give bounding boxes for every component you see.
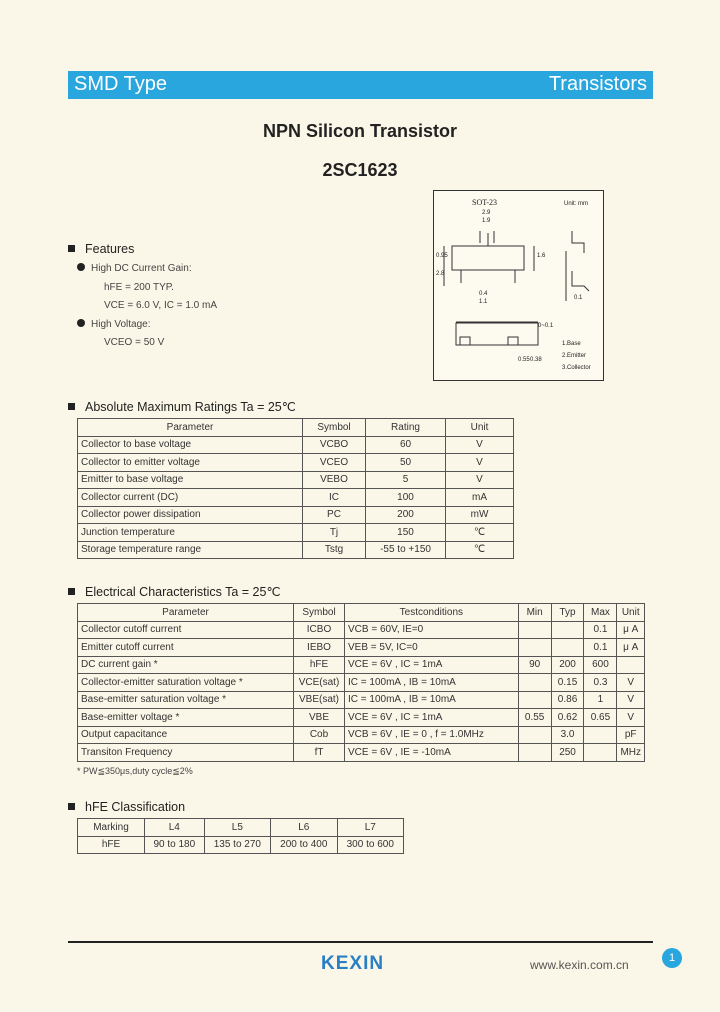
- table-row: [78, 656, 645, 674]
- cell: -55 to +150: [366, 541, 446, 559]
- column-header: Min: [518, 604, 551, 622]
- cell: 0.1: [584, 639, 617, 657]
- cell: L4: [145, 819, 205, 837]
- cell: V: [446, 454, 514, 472]
- header-category: SMD Type: [74, 73, 167, 95]
- dim-label: 1.1: [479, 299, 488, 305]
- cell: 250: [551, 744, 584, 762]
- cell: V: [617, 709, 645, 727]
- table-header-row: [78, 419, 514, 437]
- cell: Base-emitter voltage *: [78, 709, 294, 727]
- kexin-logo: KEXIN: [321, 953, 385, 974]
- square-bullet-icon: [68, 803, 75, 810]
- cell: Collector to emitter voltage: [78, 454, 303, 472]
- cell: [518, 744, 551, 762]
- square-bullet-icon: [68, 245, 75, 252]
- cell: Collector to base voltage: [78, 436, 303, 454]
- table-header-row: [78, 604, 645, 622]
- cell: mW: [446, 506, 514, 524]
- cell: Cob: [294, 726, 345, 744]
- pin-label: 2.Emitter: [562, 353, 587, 359]
- features-heading: Features: [68, 242, 134, 256]
- header-banner: [68, 71, 653, 99]
- cell: VCEO: [303, 454, 366, 472]
- cell: 150: [366, 524, 446, 542]
- cell: [551, 639, 584, 657]
- package-unit: Unit: mm: [564, 201, 588, 207]
- page-title: NPN Silicon Transistor: [262, 121, 458, 141]
- header-product-type: Transistors: [548, 73, 647, 95]
- dim-label: 0.1: [574, 295, 583, 301]
- cell: 60: [366, 436, 446, 454]
- page-number: 1: [662, 948, 682, 968]
- cell: 50: [366, 454, 446, 472]
- cell: mA: [446, 489, 514, 507]
- table-row: [78, 541, 514, 559]
- pin-label: 1.Base: [562, 341, 581, 347]
- table-row: [78, 506, 514, 524]
- cell: Base-emitter saturation voltage *: [78, 691, 294, 709]
- cell: 300 to 600: [337, 836, 403, 854]
- table-row: [78, 471, 514, 489]
- cell: [518, 639, 551, 657]
- cell: VEBO: [303, 471, 366, 489]
- table-row: [78, 639, 645, 657]
- abs-max-heading: Absolute Maximum Ratings Ta = 25℃: [68, 399, 296, 414]
- cell: L7: [337, 819, 403, 837]
- cell: 100: [366, 489, 446, 507]
- column-header: Unit: [617, 604, 645, 622]
- pin-label: 3.Collector: [562, 365, 591, 371]
- abs-max-table: [77, 418, 514, 559]
- column-header: Parameter: [78, 419, 303, 437]
- cell: V: [446, 471, 514, 489]
- cell: DC current gain *: [78, 656, 294, 674]
- square-bullet-icon: [68, 403, 75, 410]
- cell: [518, 691, 551, 709]
- cell: 3.0: [551, 726, 584, 744]
- cell: VBE: [294, 709, 345, 727]
- elec-char-table: [77, 603, 645, 762]
- cell: Tstg: [303, 541, 366, 559]
- elec-heading: Electrical Characteristics Ta = 25℃: [68, 584, 280, 599]
- cell: 0.65: [584, 709, 617, 727]
- table-row: [78, 836, 404, 854]
- cell: 0.86: [551, 691, 584, 709]
- cell: Storage temperature range: [78, 541, 303, 559]
- cell: Output capacitance: [78, 726, 294, 744]
- website-link[interactable]: www.kexin.com.cn: [530, 958, 629, 972]
- cell: 0.3: [584, 674, 617, 692]
- column-header: Testconditions: [344, 604, 518, 622]
- cell: VBE(sat): [294, 691, 345, 709]
- cell: Emitter to base voltage: [78, 471, 303, 489]
- dim-label: 0.95: [436, 253, 448, 259]
- cell: Collector cutoff current: [78, 621, 294, 639]
- cell: hFE: [78, 836, 145, 854]
- cell: V: [446, 436, 514, 454]
- table-row: [78, 489, 514, 507]
- cell: VCE(sat): [294, 674, 345, 692]
- cell: V: [617, 674, 645, 692]
- cell: VEB = 5V, IC=0: [344, 639, 518, 657]
- cell: L5: [204, 819, 270, 837]
- table-row: [78, 709, 645, 727]
- cell: 200 to 400: [271, 836, 337, 854]
- dim-label: 0.38: [530, 357, 542, 363]
- cell: 200: [366, 506, 446, 524]
- cell: Collector-emitter saturation voltage *: [78, 674, 294, 692]
- column-header: Rating: [366, 419, 446, 437]
- cell: Collector power dissipation: [78, 506, 303, 524]
- cell: Emitter cutoff current: [78, 639, 294, 657]
- part-number: 2SC1623: [322, 160, 398, 180]
- table-row: [78, 524, 514, 542]
- table-row: [78, 691, 645, 709]
- cell: VCB = 6V , IE = 0 , f = 1.0MHz: [344, 726, 518, 744]
- cell: 0.62: [551, 709, 584, 727]
- feature-item-2: High Voltage:: [77, 319, 151, 330]
- cell: [518, 621, 551, 639]
- dim-label: 0~0.1: [538, 323, 554, 329]
- feature-item-1: High DC Current Gain:: [77, 263, 192, 274]
- column-header: Symbol: [294, 604, 345, 622]
- cell: VCE = 6V , IC = 1mA: [344, 709, 518, 727]
- cell: Marking: [78, 819, 145, 837]
- column-header: Max: [584, 604, 617, 622]
- cell: [584, 726, 617, 744]
- cell: ℃: [446, 524, 514, 542]
- cell: μ A: [617, 639, 645, 657]
- dim-label: 0.4: [479, 291, 488, 297]
- table-row: [78, 454, 514, 472]
- hfe-class-heading: hFE Classification: [68, 800, 185, 814]
- column-header: Typ: [551, 604, 584, 622]
- cell: VCBO: [303, 436, 366, 454]
- cell: 0.15: [551, 674, 584, 692]
- cell: [617, 656, 645, 674]
- package-outline-drawing: [433, 190, 604, 381]
- footnote: * PW≦350μs,duty cycle≦2%: [77, 766, 193, 776]
- cell: PC: [303, 506, 366, 524]
- cell: VCE = 6V , IC = 1mA: [344, 656, 518, 674]
- cell: 135 to 270: [204, 836, 270, 854]
- cell: 0.55: [518, 709, 551, 727]
- cell: MHz: [617, 744, 645, 762]
- cell: L6: [271, 819, 337, 837]
- feature-line: VCEO = 50 V: [104, 337, 165, 348]
- feature-line: VCE = 6.0 V, IC = 1.0 mA: [104, 300, 218, 311]
- cell: V: [617, 691, 645, 709]
- cell: [518, 726, 551, 744]
- column-header: Symbol: [303, 419, 366, 437]
- cell: VCB = 60V, IE=0: [344, 621, 518, 639]
- feature-line: hFE = 200 TYP.: [104, 282, 174, 293]
- cell: [584, 744, 617, 762]
- cell: pF: [617, 726, 645, 744]
- cell: 0.1: [584, 621, 617, 639]
- package-diagram-svg: [434, 191, 603, 380]
- square-bullet-icon: [68, 588, 75, 595]
- cell: ℃: [446, 541, 514, 559]
- table-row: [78, 436, 514, 454]
- cell: hFE: [294, 656, 345, 674]
- dim-label: 2.8: [436, 271, 445, 277]
- round-bullet-icon: [77, 319, 85, 327]
- cell: μ A: [617, 621, 645, 639]
- dim-label: 1.9: [482, 218, 491, 224]
- cell: Transiton Frequency: [78, 744, 294, 762]
- cell: IC = 100mA , IB = 10mA: [344, 674, 518, 692]
- cell: [551, 621, 584, 639]
- package-name: SOT-23: [472, 198, 498, 207]
- hfe-class-table: [77, 818, 404, 854]
- dim-label: 2.9: [482, 210, 491, 216]
- dim-label: 1.6: [537, 253, 546, 259]
- cell: VCE = 6V , IE = -10mA: [344, 744, 518, 762]
- cell: 600: [584, 656, 617, 674]
- table-row: [78, 621, 645, 639]
- cell: IC = 100mA , IB = 10mA: [344, 691, 518, 709]
- table-row: [78, 674, 645, 692]
- footer-divider: [68, 941, 653, 943]
- dim-label: 0.55: [518, 357, 530, 363]
- cell: Collector current (DC): [78, 489, 303, 507]
- cell: Tj: [303, 524, 366, 542]
- cell: IEBO: [294, 639, 345, 657]
- cell: 90 to 180: [145, 836, 205, 854]
- cell: fT: [294, 744, 345, 762]
- cell: [518, 674, 551, 692]
- table-header-row: [78, 819, 404, 837]
- cell: IC: [303, 489, 366, 507]
- cell: 90: [518, 656, 551, 674]
- column-header: Unit: [446, 419, 514, 437]
- cell: Junction temperature: [78, 524, 303, 542]
- cell: 5: [366, 471, 446, 489]
- column-header: Parameter: [78, 604, 294, 622]
- cell: 200: [551, 656, 584, 674]
- table-row: [78, 726, 645, 744]
- table-row: [78, 744, 645, 762]
- cell: ICBO: [294, 621, 345, 639]
- cell: 1: [584, 691, 617, 709]
- round-bullet-icon: [77, 263, 85, 271]
